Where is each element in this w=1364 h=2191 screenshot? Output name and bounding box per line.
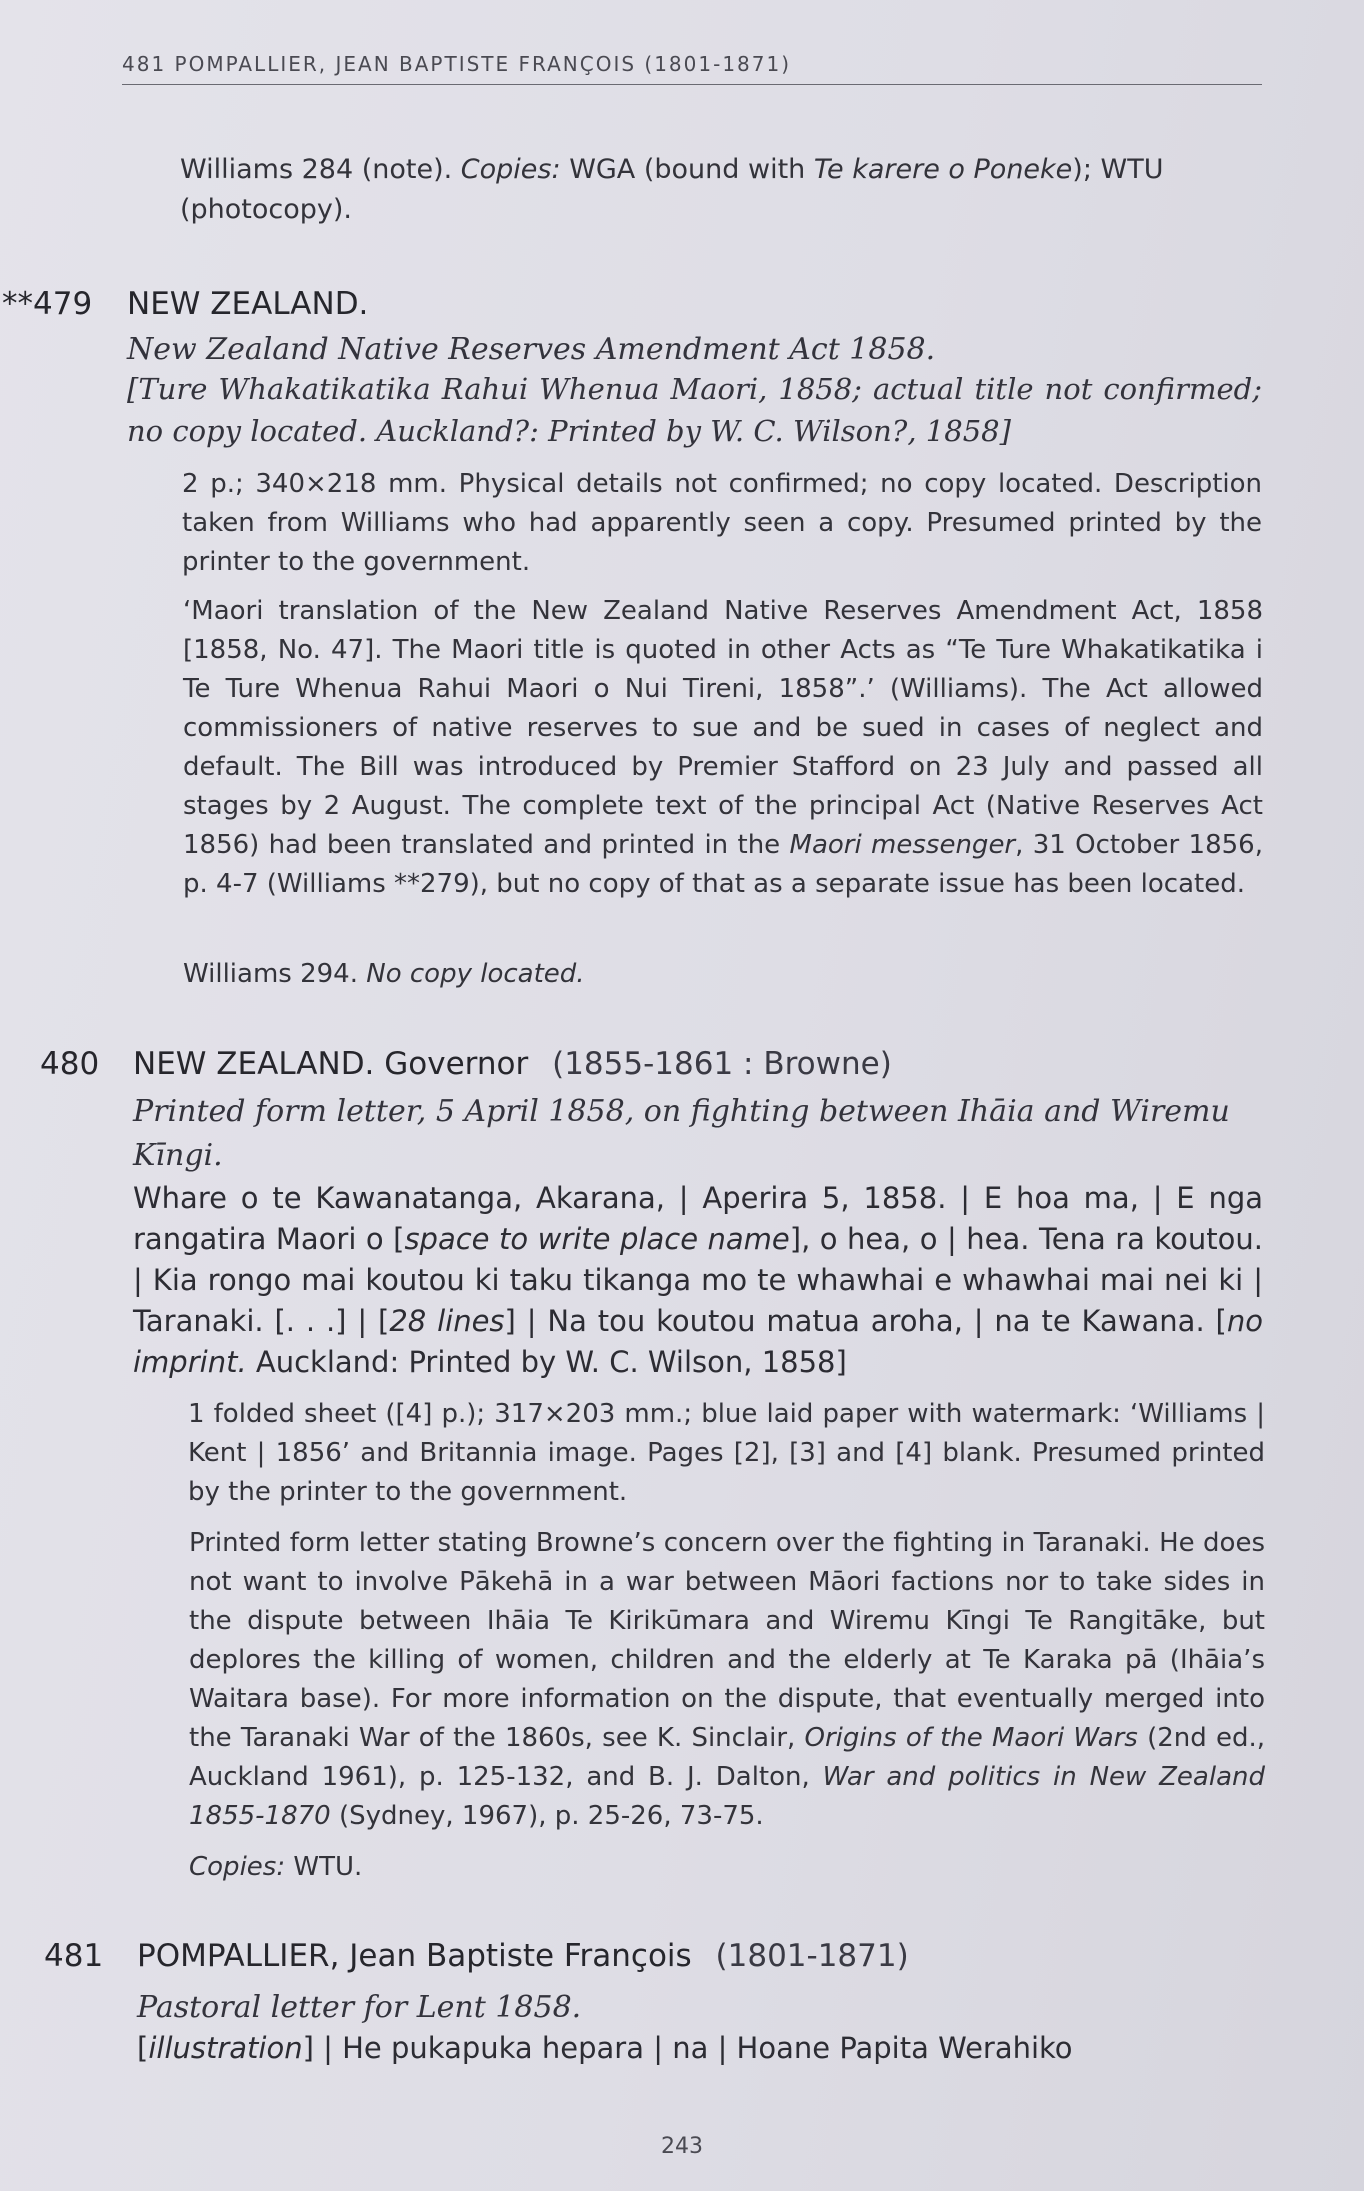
- entry-dates-480: (1855-1861 : Browne): [552, 1046, 892, 1082]
- entry-heading-481-wrap: [137, 1938, 909, 1974]
- trans-480b: ], o hea, o | hea. Tena ra koutou. | Kia rongo mai koutou ki taku tikanga mo te whawhai e whawhai mai nei ki | Taranaki. [. . .] | [: [133, 1222, 1263, 1338]
- trans-480-it3: no imprint.: [133, 1304, 1263, 1379]
- copies-480: WTU.: [293, 1852, 363, 1882]
- entry-transcription-480: [133, 1178, 1263, 1383]
- entry-dates-481: (1801-1871): [715, 1938, 909, 1974]
- trans-480a: Whare o te Kawanatanga, Akarana, | Aperira 5, 1858. | E hoa ma, | E nga rangatira Maori o [: [133, 1181, 1263, 1256]
- entry-heading-479: NEW ZEALAND.: [127, 286, 369, 322]
- entry-note-480: [189, 1524, 1265, 1836]
- note-text-480b: (2nd ed., Auckland 1961), p. 125-132, and B. J. Dalton,: [189, 1723, 1265, 1792]
- entry-number-480: 480: [40, 1046, 100, 1082]
- trans-480-it1: space to write place name: [404, 1222, 790, 1256]
- copies-label-480: Copies:: [189, 1852, 286, 1882]
- running-head: 481 POMPALLIER, JEAN BAPTISTE FRANÇOIS (1801-1871): [122, 52, 1262, 85]
- entry-ref-479: [183, 955, 1263, 994]
- page-number: 243: [661, 2134, 703, 2159]
- note-title-480a: Origins of the Maori Wars: [804, 1723, 1138, 1753]
- note-text-480c: (Sydney, 1967), p. 25-26, 73-75.: [330, 1801, 764, 1831]
- entry-physical-479: 2 p.; 340×218 mm. Physical details not confirmed; no copy located. Description taken from Williams who had apparently seen a copy. Presumed printed by the printer to the government.: [182, 469, 1262, 577]
- entry-number-481: 481: [44, 1938, 104, 1974]
- entry-note-479: [183, 592, 1263, 904]
- cont-copies-end: ); WTU: [1072, 154, 1164, 185]
- note-text-480a: Printed form letter stating Browne’s concern over the fighting in Taranaki. He does not want to involve Pākehā in a war between Māori factions nor to take sides in the dispute between Ihāia Te Kirikūmara and Wiremu Kīngi Te Rangitāke, but deplores the killing of women, children and the elderly at Te Karaka pā (Ihāia’s Waitara base). For more information on the dispute, that eventually merged into the Taranaki War of the 1860s, see K. Sinclair,: [189, 1528, 1265, 1753]
- entry-title-480: Printed form letter, 5 April 1858, on fighting between Ihāia and Wiremu Kīngi.: [133, 1094, 1230, 1173]
- no-copy-479: No copy located.: [366, 959, 585, 989]
- entry-heading-480-wrap: [133, 1046, 892, 1082]
- trans-481-it: illustration: [148, 2031, 303, 2065]
- cont-copies-label: Copies:: [460, 154, 561, 185]
- entry-title-481: Pastoral letter for Lent 1858.: [137, 1990, 582, 2025]
- trans-480d: Auckland: Printed by W. C. Wilson, 1858]: [246, 1345, 847, 1379]
- entry-title-479: New Zealand Native Reserves Amendment Act 1858.: [127, 332, 936, 367]
- cont-title: Te karere o Poneke: [813, 154, 1073, 185]
- cont-photocopy: (photocopy).: [180, 194, 353, 225]
- trans-480-it2: 28 lines: [389, 1304, 505, 1338]
- entry-transcription-481: [137, 2028, 1257, 2069]
- entry-number-479: **479: [2, 286, 93, 322]
- entry-heading-481: POMPALLIER, Jean Baptiste François: [137, 1938, 692, 1974]
- note-text-479a: ‘Maori translation of the New Zealand Native Reserves Amendment Act, 1858 [1858, No. 47]. The Maori title is quoted in other Acts as “Te Ture Whakatikatika i Te Ture Whenua Rahui Maori o Nui Tireni, 1858”.’ (Williams). The Act allowed commissioners of native reserves to sue and be sued in cases of neglect and default. The Bill was introduced by Premier Stafford on 23 July and passed all stages by 2 August. The complete text of the principal Act (Native Reserves Act 1856) had been translated and printed in the: [183, 596, 1263, 860]
- trans-480c: ] | Na tou koutou matua aroha, | na te Kawana. [: [504, 1304, 1227, 1338]
- trans-481: ] | He pukapuka hepara | na | Hoane Papita Werahiko: [302, 2031, 1073, 2065]
- trans-481-open: [: [137, 2031, 149, 2065]
- note-text-479b: , 31 October 1856, p. 4-7 (Williams **279), but no copy of that as a separate issue has been located.: [183, 830, 1263, 899]
- entry-physical-480: 1 folded sheet ([4] p.); 317×203 mm.; blue laid paper with watermark: ‘Williams | Kent | 1856’ and Britannia image. Pages [2], [3] and [4] blank. Presumed printed by the printer to the government.: [188, 1399, 1265, 1507]
- note-title-480b: War and politics in New Zealand 1855-1870: [189, 1762, 1266, 1831]
- entry-heading-480: NEW ZEALAND. Governor: [133, 1046, 529, 1082]
- cont-ref: Williams 284 (note).: [180, 154, 453, 185]
- note-title-479: Maori messenger: [789, 830, 1016, 860]
- entry-copies-480: [189, 1848, 1265, 1887]
- entry-transcription-479: [Ture Whakatikatika Rahui Whenua Maori, 1858; actual title not confirmed; no copy located. Auckland?: Printed by W. C. Wilson?, 1858]: [127, 372, 1262, 448]
- ref-479: Williams 294.: [183, 959, 358, 989]
- continued-reference: [180, 150, 1210, 230]
- cont-copies: WGA (bound with: [569, 154, 806, 185]
